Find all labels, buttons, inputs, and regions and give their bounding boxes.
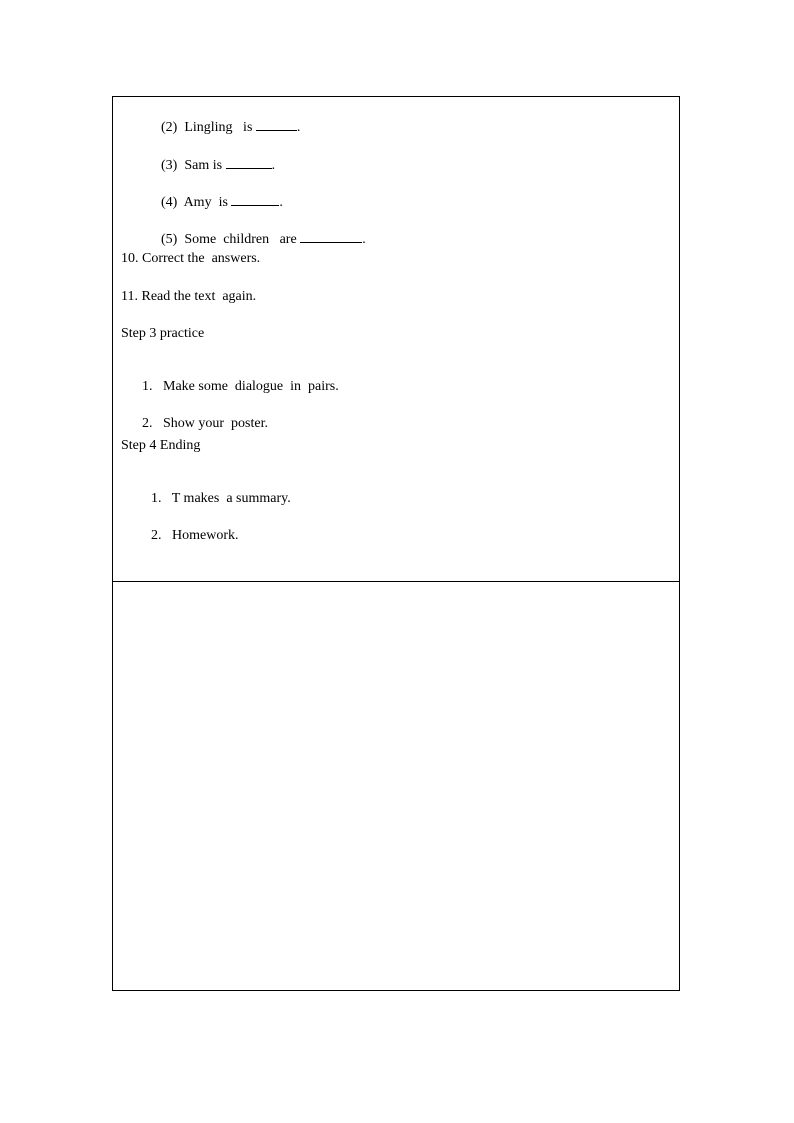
heading-step-3: Step 3 practice (121, 326, 205, 341)
lesson-table (112, 96, 680, 991)
answer-blank[interactable] (300, 230, 362, 243)
table-cell-empty (113, 582, 679, 990)
ending-item-2 (130, 512, 239, 560)
item-label: 2. (151, 528, 162, 543)
item-label: 1. (142, 379, 153, 394)
step-read-again: 11. Read the text again. (121, 289, 257, 304)
exercise-item-2: (2) Lingling is . (161, 120, 301, 135)
table-cell-procedure (113, 97, 679, 582)
item-label: (2) (161, 120, 178, 135)
item-text: Lingling is (184, 120, 256, 135)
item-label: (3) (161, 158, 178, 173)
step-correct-answers: 10. Correct the answers. (121, 251, 261, 266)
item-label: (5) (161, 232, 178, 247)
exercise-item-5: (5) Some children are . (161, 232, 366, 247)
item-text: Some children are (184, 232, 301, 247)
item-text: Show your poster. (163, 416, 268, 431)
item-text: T makes a summary. (171, 491, 291, 506)
answer-blank[interactable] (256, 118, 297, 131)
item-label: 1. (151, 491, 162, 506)
exercise-item-3: (3) Sam is . (161, 158, 276, 173)
exercise-item-4: (4) Amy is . (161, 195, 283, 210)
heading-step-4: Step 4 Ending (121, 438, 201, 453)
answer-blank[interactable] (231, 193, 279, 206)
item-text: Amy is (183, 195, 232, 210)
item-label: 2. (142, 416, 153, 431)
item-text: Sam is (184, 158, 226, 173)
answer-blank[interactable] (226, 156, 272, 169)
item-text: Make some dialogue in pairs. (163, 379, 339, 394)
item-label: (4) (161, 195, 178, 210)
item-text: Homework. (172, 528, 239, 543)
